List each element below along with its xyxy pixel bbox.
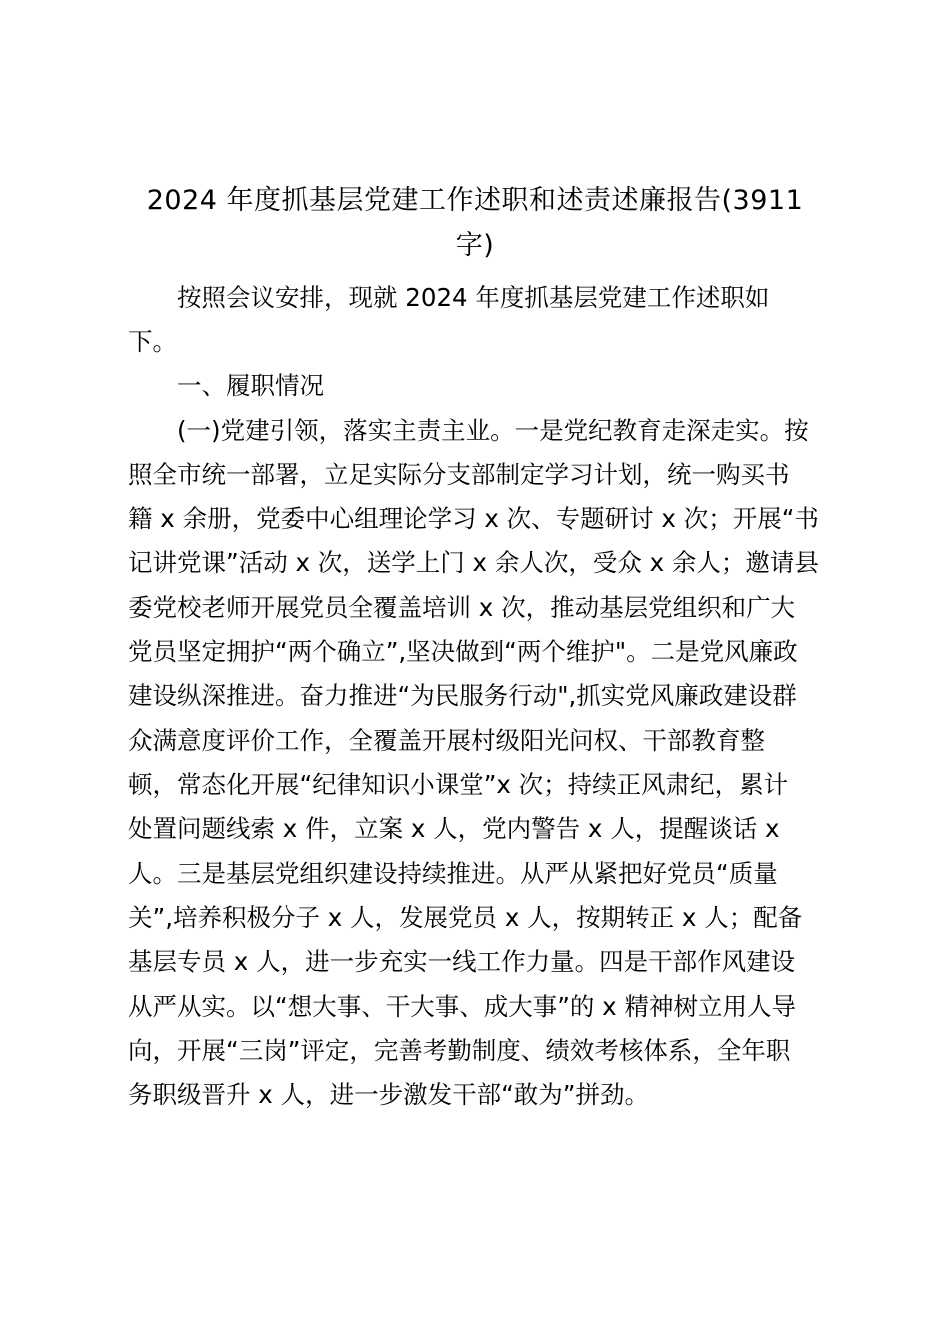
body-line: 党员坚定拥护“两个确立”,坚决做到“两个维护"。二是党风廉政 (128, 637, 798, 666)
document-title (120, 178, 830, 268)
body-line: (一)党建引领，落实主责主业。一是党纪教育走深走实。按 (177, 416, 809, 445)
body-line: 关”,培养积极分子 x 人，发展党员 x 人，按期转正 x 人；配备 (128, 903, 803, 932)
body-line: 处置问题线索 x 件，立案 x 人，党内警告 x 人，提醒谈话 x (128, 814, 780, 843)
body-line: 众满意度评价工作，全覆盖开展村级阳光问权、干部教育整 (128, 726, 765, 755)
body-line: 务职级晋升 x 人，进一步激发干部“敢为”拼劲。 (128, 1080, 649, 1109)
body-line: 基层专员 x 人，进一步充实一线工作力量。四是干部作风建设 (128, 947, 796, 976)
body-line: 记讲党课”活动 x 次，送学上门 x 余人次，受众 x 余人；邀请县 (128, 548, 819, 577)
body-line: 建设纵深推进。奋力推进“为民服务行动",抓实党风廉政建设群 (128, 681, 797, 710)
body-line: 顿，常态化开展“纪律知识小课堂”x 次；持续正风肃纪，累计 (128, 770, 789, 799)
body-line: 从严从实。以“想大事、干大事、成大事”的 x 精神树立用人导 (128, 992, 796, 1021)
title-line-2: 字) (455, 230, 495, 261)
intro-line-1: 按照会议安排，现就 2024 年度抓基层党建工作述职如 (177, 283, 770, 312)
section-heading: 一、履职情况 (177, 371, 324, 400)
intro-line-2: 下。 (128, 327, 177, 356)
title-line-1: 2024 年度抓基层党建工作述职和述责述廉报告(3911 (146, 185, 804, 216)
body-line: 向，开展“三岗”评定，完善考勤制度、绩效考核体系，全年职 (128, 1036, 791, 1065)
body-line: 委党校老师开展党员全覆盖培训 x 次，推动基层党组织和广大 (128, 593, 796, 622)
body-line: 人。三是基层党组织建设持续推进。从严从紧把好党员“质量 (128, 859, 778, 888)
body-line: 籍 x 余册，党委中心组理论学习 x 次、专题研讨 x 次；开展“书 (128, 504, 819, 533)
body-line: 照全市统一部署，立足实际分支部制定学习计划，统一购买书 (128, 460, 790, 489)
